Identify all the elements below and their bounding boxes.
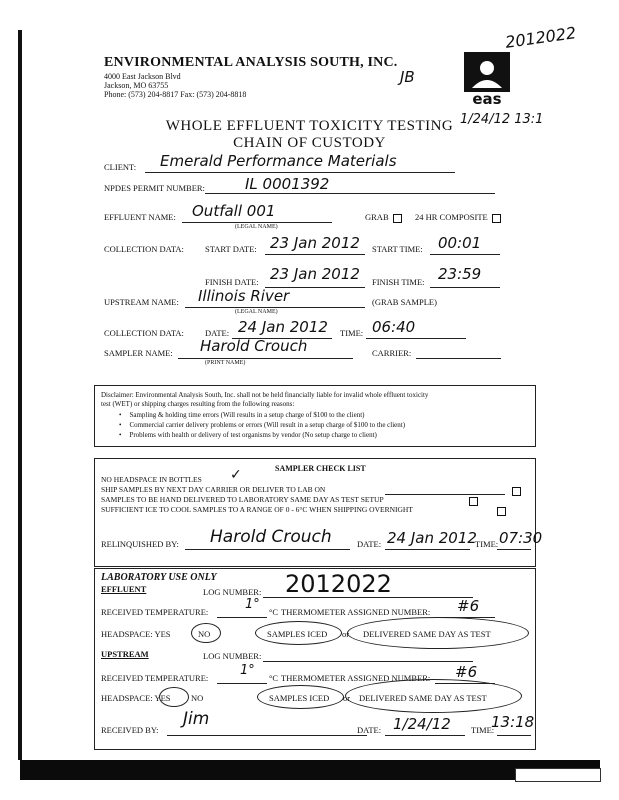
handwritten-received-date: 1/24/12 13:1 <box>460 112 544 127</box>
lab-headspace2-circle[interactable] <box>159 687 189 707</box>
lab-rec-temp-value: 1° <box>245 597 260 612</box>
carrier-label: CARRIER: <box>372 348 412 358</box>
phone-fax: Phone: (573) 204-8817 Fax: (573) 204-8818 <box>104 90 247 99</box>
lab-time-label: TIME: <box>471 725 495 735</box>
lab-received-label: RECEIVED BY: <box>101 725 159 735</box>
client-value: Emerald Performance Materials <box>160 152 397 170</box>
lab-or-label: or <box>342 629 350 639</box>
sampler-value: Harold Crouch <box>200 337 308 355</box>
time-label: TIME: <box>340 328 364 338</box>
finish-date-value: 23 Jan 2012 <box>270 265 360 283</box>
lab-headspace-no: NO <box>198 629 211 639</box>
grab-text: GRAB <box>365 212 389 222</box>
finish-time-value: 23:59 <box>438 265 482 283</box>
composite-checkbox[interactable] <box>492 214 501 223</box>
npdes-line <box>205 193 495 194</box>
lab-thermo-label: THERMOMETER ASSIGNED NUMBER: <box>281 607 431 617</box>
disclaimer-text-2: test (WET) or shipping charges resulting from the following reasons: <box>101 400 295 408</box>
collection2-label: COLLECTION DATA: <box>104 328 184 338</box>
checklist-title: SAMPLER CHECK LIST <box>275 464 366 473</box>
handwritten-initials: JB <box>400 68 415 86</box>
finish-date-label: FINISH DATE: <box>205 277 259 287</box>
lab-title: LABORATORY USE ONLY <box>101 572 217 583</box>
disclaimer-bullet-1: • Sampling & holding time errors (Will results in a setup charge of $100 to the client) <box>119 410 364 420</box>
page-bottom-tab <box>515 768 601 782</box>
client-label: CLIENT: <box>104 162 137 172</box>
grab-label <box>365 212 402 223</box>
lab-headspace-label: HEADSPACE: YES <box>101 629 171 639</box>
effluent-legal-name: (LEGAL NAME) <box>235 224 278 230</box>
address-line-1: 4000 East Jackson Blvd <box>104 72 181 81</box>
page-bottom-edge <box>20 760 600 780</box>
client-line <box>145 172 455 173</box>
checklist-checkbox-2[interactable] <box>512 487 521 496</box>
time-value: 06:40 <box>372 318 416 336</box>
start-time-value: 00:01 <box>438 234 482 252</box>
date-label: DATE: <box>205 328 230 338</box>
grab-checkbox[interactable] <box>393 214 402 223</box>
lab-c2-label: °C <box>269 673 279 683</box>
handwritten-log-top: 2012022 <box>504 23 578 52</box>
checklist-item-1: NO HEADSPACE IN BOTTLES <box>101 475 202 484</box>
lab-upstream-heading: UPSTREAM <box>101 649 149 659</box>
checklist-item-4: SUFFICIENT ICE TO COOL SAMPLES TO A RANGE OF 0 - 6°C WHEN SHIPPING OVERNIGHT <box>101 505 413 514</box>
lab-effluent-heading: EFFLUENT <box>101 584 147 594</box>
npdes-label: NPDES PERMIT NUMBER: <box>104 183 205 193</box>
checklist-item-2: SHIP SAMPLES BY NEXT DAY CARRIER OR DELIVER TO LAB ON <box>101 485 326 494</box>
laboratory-box <box>94 568 536 750</box>
lab-time-line <box>497 735 531 736</box>
start-date-line <box>265 254 365 255</box>
lab-thermo-value: #6 <box>457 597 480 615</box>
checklist-check-1: ✓ <box>230 467 242 483</box>
relinquished-time-line <box>497 549 531 550</box>
relinquished-line <box>185 549 350 550</box>
composite-label <box>415 212 501 223</box>
address-line-2: Jackson, MO 63755 <box>104 81 169 90</box>
checklist-checkbox-3[interactable] <box>469 497 478 506</box>
disclaimer-bullet-2: • Commercial carrier delivery problems or errors (Will result in a setup charge of $100 to the client) <box>119 420 405 430</box>
composite-text: 24 HR COMPOSITE <box>415 212 488 222</box>
lab-rec-temp2-line <box>217 683 267 684</box>
eas-logo <box>462 50 512 110</box>
start-time-line <box>430 254 500 255</box>
relinquished-label: RELINQUISHED BY: <box>101 539 179 549</box>
lab-log-value: 2012022 <box>285 570 392 598</box>
relinquished-date-value: 24 Jan 2012 <box>387 529 477 547</box>
sampler-label: SAMPLER NAME: <box>104 348 173 358</box>
form-subtitle: CHAIN OF CUSTODY <box>233 135 386 151</box>
collection-label: COLLECTION DATA: <box>104 244 184 254</box>
start-date-value: 23 Jan 2012 <box>270 234 360 252</box>
checklist-box <box>94 458 543 567</box>
lab-date-line <box>385 735 465 736</box>
time-line <box>366 338 466 339</box>
upstream-legal-name: (LEGAL NAME) <box>235 309 278 315</box>
checklist-checkbox-4[interactable] <box>497 507 506 516</box>
finish-time-line <box>430 287 500 288</box>
lab-delivered2-label: DELIVERED SAME DAY AS TEST <box>359 693 487 703</box>
relinquished-date-line <box>385 549 470 550</box>
upstream-line <box>185 307 365 308</box>
npdes-value: IL 0001392 <box>245 175 330 193</box>
sampler-print-name: (PRINT NAME) <box>205 360 246 366</box>
effluent-value: Outfall 001 <box>192 202 276 220</box>
lab-log-label: LOG NUMBER: <box>203 587 262 597</box>
sampler-line <box>178 358 353 359</box>
lab-or2-label: or <box>343 693 351 703</box>
lab-headspace2-label: HEADSPACE: YES <box>101 693 171 703</box>
disclaimer-text-1: Disclaimer: Environmental Analysis South, Inc. shall not be held financially liable for invalid whole effluent toxicity <box>101 391 429 399</box>
relinquished-time-label: TIME: <box>475 539 499 549</box>
form-title: WHOLE EFFLUENT TOXICITY TESTING <box>165 118 454 134</box>
disclaimer-box <box>94 385 536 447</box>
lab-rec-temp-label: RECEIVED TEMPERATURE: <box>101 607 209 617</box>
lab-thermo2-value: #6 <box>455 663 478 681</box>
grab-sample-label: (GRAB SAMPLE) <box>372 297 437 307</box>
date-value: 24 Jan 2012 <box>238 318 328 336</box>
eas-logo-text: eas <box>472 90 502 108</box>
lab-date-value: 1/24/12 <box>393 715 451 733</box>
upstream-value: Illinois River <box>198 287 290 305</box>
lab-iced-label: SAMPLES ICED <box>267 629 328 639</box>
lab-received-line <box>167 735 367 736</box>
company-name: ENVIRONMENTAL ANALYSIS SOUTH, INC. <box>104 55 398 70</box>
lab-time-value: 13:18 <box>491 713 535 731</box>
upstream-label: UPSTREAM NAME: <box>104 297 179 307</box>
checklist-item-3: SAMPLES TO BE HAND DELIVERED TO LABORATORY SAME DAY AS TEST SETUP <box>101 495 384 504</box>
lab-headspace2-no: NO <box>191 693 204 703</box>
lab-date-label: DATE: <box>357 725 382 735</box>
lab-log2-line <box>263 661 473 662</box>
lab-rec-temp-line <box>217 617 267 618</box>
relinquished-date-label: DATE: <box>357 539 382 549</box>
lab-rec-temp2-label: RECEIVED TEMPERATURE: <box>101 673 209 683</box>
lab-thermo2-label: THERMOMETER ASSIGNED NUMBER: <box>281 673 431 683</box>
effluent-label: EFFLUENT NAME: <box>104 212 176 222</box>
start-time-label: START TIME: <box>372 244 423 254</box>
lab-received-signature: Jim <box>183 709 210 729</box>
checklist-ship-date-line <box>385 494 505 495</box>
start-date-label: START DATE: <box>205 244 257 254</box>
lab-iced2-label: SAMPLES ICED <box>269 693 330 703</box>
lab-delivered-label: DELIVERED SAME DAY AS TEST <box>363 629 491 639</box>
lab-rec-temp2-value: 1° <box>240 663 255 678</box>
disclaimer-bullet-3: • Problems with health or delivery of test organisms by vendor (No setup charge to client) <box>119 430 377 440</box>
relinquished-time-value: 07:30 <box>499 529 543 547</box>
finish-time-label: FINISH TIME: <box>372 277 425 287</box>
effluent-line <box>182 222 332 223</box>
relinquished-signature: Harold Crouch <box>210 527 332 547</box>
lab-log2-label: LOG NUMBER: <box>203 651 262 661</box>
lab-c-label: °C <box>269 607 279 617</box>
carrier-line <box>416 358 501 359</box>
